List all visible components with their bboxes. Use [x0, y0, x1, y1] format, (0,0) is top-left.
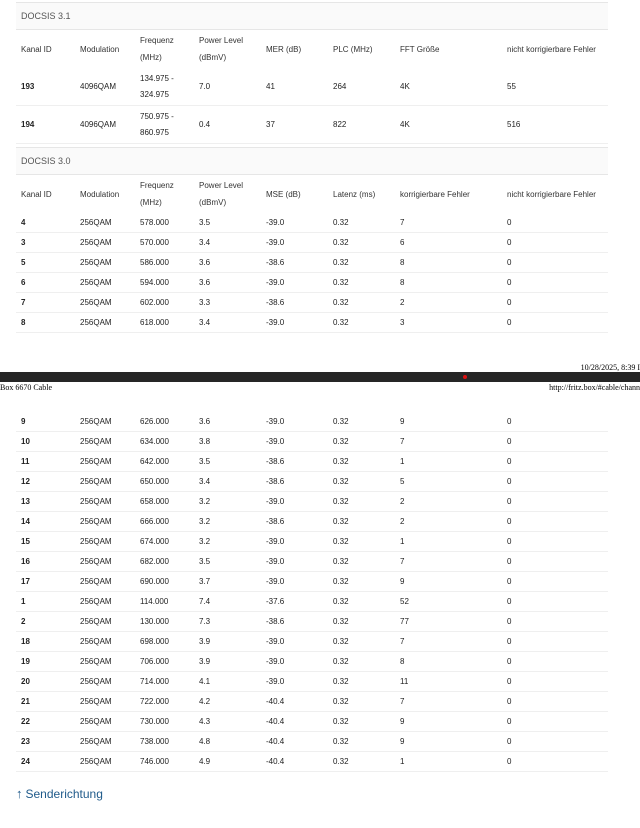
table-cell: 5 — [400, 477, 405, 486]
table-cell: 6 — [400, 238, 405, 247]
table-cell: 3.2 — [199, 517, 211, 526]
table-cell: 0 — [507, 278, 512, 287]
senderichtung-label: Senderichtung — [25, 787, 103, 801]
table-cell: 0.32 — [333, 417, 349, 426]
table-cell: 0 — [507, 318, 512, 327]
table-cell: 3.8 — [199, 437, 211, 446]
table-cell: 2 — [400, 517, 405, 526]
table-cell: 0.32 — [333, 457, 349, 466]
table-header — [16, 32, 608, 68]
table-cell: -40.4 — [266, 717, 285, 726]
table-cell: -39.0 — [266, 417, 285, 426]
table-cell: -39.0 — [266, 577, 285, 586]
table-cell: 52 — [400, 597, 409, 606]
table-row — [16, 412, 608, 432]
table-cell: 0 — [507, 757, 512, 766]
table-row — [16, 432, 608, 452]
column-header: Frequenz (MHz) — [140, 36, 174, 62]
table-row — [16, 612, 608, 632]
table-cell: 256QAM — [80, 657, 112, 666]
arrow-up-icon: ↑ — [16, 786, 23, 801]
table-row — [16, 732, 608, 752]
table-cell: 706.000 — [140, 657, 169, 666]
column-header: Latenz (ms) — [333, 190, 376, 199]
table-cell: 0 — [507, 218, 512, 227]
table-cell: 14 — [21, 517, 30, 526]
table-cell: 7 — [400, 437, 405, 446]
table-cell: -39.0 — [266, 657, 285, 666]
table-row — [16, 672, 608, 692]
table-cell: 16 — [21, 557, 30, 566]
table-cell: 4.3 — [199, 717, 211, 726]
table-cell: 256QAM — [80, 218, 112, 227]
table-cell: 666.000 — [140, 517, 169, 526]
table-cell: -39.0 — [266, 557, 285, 566]
table-cell: 7.3 — [199, 617, 211, 626]
table-cell: 256QAM — [80, 737, 112, 746]
table-cell: 41 — [266, 82, 275, 91]
column-header: MER (dB) — [266, 45, 302, 54]
table-cell: 256QAM — [80, 457, 112, 466]
table-row — [16, 313, 608, 333]
table-cell: 4K — [400, 120, 410, 129]
table-cell: 3.6 — [199, 278, 211, 287]
table-cell: 193 — [21, 82, 35, 91]
table-cell: 1 — [400, 757, 405, 766]
table-cell: 3.3 — [199, 298, 211, 307]
table-cell: 3.5 — [199, 218, 211, 227]
table-cell: 0 — [507, 497, 512, 506]
table-row — [16, 492, 608, 512]
column-header: Kanal ID — [21, 190, 52, 199]
table-cell: 8 — [21, 318, 26, 327]
table-cell: 7.4 — [199, 597, 211, 606]
table-cell: 0.32 — [333, 437, 349, 446]
table-cell: 0 — [507, 557, 512, 566]
table-row — [16, 532, 608, 552]
table-cell: 21 — [21, 697, 30, 706]
column-header: nicht korrigierbare Fehler — [507, 190, 596, 199]
table-cell: 0 — [507, 577, 512, 586]
table-cell: 23 — [21, 737, 30, 746]
table-cell: 256QAM — [80, 637, 112, 646]
table-cell: 7 — [400, 637, 405, 646]
table-cell: 0.32 — [333, 697, 349, 706]
table-cell: 0.32 — [333, 218, 349, 227]
table-cell: 3 — [21, 238, 26, 247]
table-cell: 682.000 — [140, 557, 169, 566]
table-cell: 0 — [507, 457, 512, 466]
table-cell: 738.000 — [140, 737, 169, 746]
table-cell: 256QAM — [80, 537, 112, 546]
table-cell: 0 — [507, 697, 512, 706]
column-header: Power Level (dBmV) — [199, 36, 244, 62]
table-cell: 37 — [266, 120, 275, 129]
table-cell: -38.6 — [266, 298, 285, 307]
table-cell: 13 — [21, 497, 30, 506]
table-cell: 0 — [507, 477, 512, 486]
table-cell: -39.0 — [266, 218, 285, 227]
table-cell: 4.2 — [199, 697, 211, 706]
table-cell: -40.4 — [266, 697, 285, 706]
cursor-dot-icon — [463, 375, 467, 379]
table-cell: 256QAM — [80, 677, 112, 686]
table-cell: 1 — [21, 597, 26, 606]
table-cell: 0.32 — [333, 477, 349, 486]
table-cell: 256QAM — [80, 258, 112, 267]
table-cell: 690.000 — [140, 577, 169, 586]
table-cell: -40.4 — [266, 757, 285, 766]
table-cell: 7.0 — [199, 82, 211, 91]
table-cell: 15 — [21, 537, 30, 546]
table-cell: 9 — [21, 417, 26, 426]
table-cell: 19 — [21, 657, 30, 666]
table-cell: 0.4 — [199, 120, 211, 129]
table-cell: -38.6 — [266, 477, 285, 486]
table-cell: 7 — [400, 557, 405, 566]
table-cell: 134.975 - 324.975 — [140, 74, 174, 99]
table-cell: 256QAM — [80, 597, 112, 606]
table-cell: 570.000 — [140, 238, 169, 247]
table-cell: 0.32 — [333, 298, 349, 307]
table-cell: 1 — [400, 457, 405, 466]
table-cell: -38.6 — [266, 517, 285, 526]
table-row — [16, 692, 608, 712]
table-cell: 4096QAM — [80, 82, 117, 91]
table-cell: 3.4 — [199, 318, 211, 327]
table-cell: -39.0 — [266, 637, 285, 646]
table-row — [16, 213, 608, 233]
table-cell: -39.0 — [266, 497, 285, 506]
table-cell: 10 — [21, 437, 30, 446]
column-header: FFT Größe — [400, 45, 440, 54]
table-cell: 4K — [400, 82, 410, 91]
table-cell: 674.000 — [140, 537, 169, 546]
table-cell: 5 — [21, 258, 26, 267]
table-cell: 9 — [400, 737, 405, 746]
table-cell: -39.0 — [266, 238, 285, 247]
table-cell: 822 — [333, 120, 347, 129]
print-timestamp: 10/28/2025, 8:39 I — [580, 363, 640, 372]
table-cell: 17 — [21, 577, 30, 586]
table-cell: 7 — [21, 298, 26, 307]
table-cell: 3.5 — [199, 557, 211, 566]
table-cell: 55 — [507, 82, 516, 91]
column-header: MSE (dB) — [266, 190, 301, 199]
table-cell: 3.6 — [199, 258, 211, 267]
table-cell: 3.4 — [199, 238, 211, 247]
table-cell: 650.000 — [140, 477, 169, 486]
table-cell: 714.000 — [140, 677, 169, 686]
table-cell: -39.0 — [266, 677, 285, 686]
column-header: Modulation — [80, 190, 120, 199]
table-cell: 0 — [507, 637, 512, 646]
table-cell: 256QAM — [80, 278, 112, 287]
table-cell: 0.32 — [333, 617, 349, 626]
table-cell: 3.7 — [199, 577, 211, 586]
table-cell: 0.32 — [333, 637, 349, 646]
table-cell: 9 — [400, 417, 405, 426]
table-row — [16, 592, 608, 612]
table-cell: 3.2 — [199, 497, 211, 506]
table-cell: 750.975 - 860.975 — [140, 112, 174, 137]
table-cell: 194 — [21, 120, 35, 129]
table-cell: 256QAM — [80, 617, 112, 626]
column-header: korrigierbare Fehler — [400, 190, 470, 199]
table-cell: 602.000 — [140, 298, 169, 307]
table-cell: 4.9 — [199, 757, 211, 766]
table-cell: 20 — [21, 677, 30, 686]
table-cell: 4.1 — [199, 677, 211, 686]
table-cell: 730.000 — [140, 717, 169, 726]
table-cell: 7 — [400, 697, 405, 706]
table-cell: 3 — [400, 318, 405, 327]
table-cell: -39.0 — [266, 278, 285, 287]
table-cell: 594.000 — [140, 278, 169, 287]
table-cell: 130.000 — [140, 617, 169, 626]
column-header: nicht korrigierbare Fehler — [507, 45, 596, 54]
table-cell: 6 — [21, 278, 26, 287]
table-cell: 11 — [400, 677, 409, 686]
table-cell: 0 — [507, 238, 512, 247]
table-cell: 4.8 — [199, 737, 211, 746]
table-cell: 0 — [507, 597, 512, 606]
table-cell: -37.6 — [266, 597, 285, 606]
table-row — [16, 233, 608, 253]
table-cell: 0.32 — [333, 737, 349, 746]
table-cell: 618.000 — [140, 318, 169, 327]
table-row — [16, 273, 608, 293]
table-cell: -39.0 — [266, 318, 285, 327]
table-cell: 256QAM — [80, 697, 112, 706]
table-row — [16, 68, 608, 106]
table-cell: 3.9 — [199, 657, 211, 666]
column-header: PLC (MHz) — [333, 45, 373, 54]
table-cell: 0.32 — [333, 717, 349, 726]
table-cell: 0.32 — [333, 597, 349, 606]
page-break-bar — [0, 372, 640, 382]
table-cell: 0.32 — [333, 577, 349, 586]
table-cell: 0 — [507, 677, 512, 686]
table-cell: 8 — [400, 657, 405, 666]
table-cell: 3.9 — [199, 637, 211, 646]
table-cell: 0 — [507, 617, 512, 626]
table-cell: 4 — [21, 218, 26, 227]
table-cell: 8 — [400, 278, 405, 287]
table-cell: -38.6 — [266, 258, 285, 267]
table-row — [16, 472, 608, 492]
table-cell: 3.4 — [199, 477, 211, 486]
table-cell: 24 — [21, 757, 30, 766]
table-cell: 516 — [507, 120, 521, 129]
table-row — [16, 712, 608, 732]
table-cell: 722.000 — [140, 697, 169, 706]
table-row — [16, 293, 608, 313]
table-cell: 77 — [400, 617, 409, 626]
table-cell: 4096QAM — [80, 120, 117, 129]
table-row — [16, 572, 608, 592]
table-row — [16, 652, 608, 672]
table-cell: 7 — [400, 218, 405, 227]
senderichtung-link[interactable] — [16, 786, 103, 801]
table-cell: 3.5 — [199, 457, 211, 466]
table-cell: 3.2 — [199, 537, 211, 546]
table-cell: 0 — [507, 437, 512, 446]
table-cell: 11 — [21, 457, 30, 466]
table-cell: 0 — [507, 417, 512, 426]
table-cell: 0 — [507, 717, 512, 726]
table-row — [16, 512, 608, 532]
table-cell: 0.32 — [333, 517, 349, 526]
table-row — [16, 552, 608, 572]
table-cell: 0 — [507, 537, 512, 546]
table-cell: 0.32 — [333, 278, 349, 287]
table-cell: 0 — [507, 657, 512, 666]
table-cell: 22 — [21, 717, 30, 726]
table-cell: 264 — [333, 82, 347, 91]
table-cell: 8 — [400, 258, 405, 267]
table-cell: 256QAM — [80, 757, 112, 766]
table-cell: 256QAM — [80, 477, 112, 486]
table-cell: 586.000 — [140, 258, 169, 267]
table-cell: 256QAM — [80, 417, 112, 426]
table-cell: 256QAM — [80, 298, 112, 307]
table-cell: 256QAM — [80, 497, 112, 506]
docsis30-table-part1 — [16, 177, 608, 333]
table-cell: -38.6 — [266, 457, 285, 466]
table-cell: 3.6 — [199, 417, 211, 426]
table-cell: 0.32 — [333, 657, 349, 666]
table-cell: 256QAM — [80, 437, 112, 446]
column-header: Power Level (dBmV) — [199, 181, 244, 207]
table-cell: 0 — [507, 517, 512, 526]
print-header-title: Box 6670 Cable — [0, 383, 52, 392]
table-cell: -39.0 — [266, 437, 285, 446]
column-header: Frequenz (MHz) — [140, 181, 174, 207]
table-cell: 9 — [400, 577, 405, 586]
table-cell: -38.6 — [266, 617, 285, 626]
table-cell: -39.0 — [266, 537, 285, 546]
table-cell: 18 — [21, 637, 30, 646]
table-cell: 642.000 — [140, 457, 169, 466]
table-cell: 256QAM — [80, 517, 112, 526]
table-row — [16, 752, 608, 772]
table-cell: 1 — [400, 537, 405, 546]
table-cell: 114.000 — [140, 597, 169, 606]
table-cell: -40.4 — [266, 737, 285, 746]
print-header-url: http://fritz.box/#cable/chann — [549, 383, 640, 392]
table-cell: 0.32 — [333, 557, 349, 566]
table-row — [16, 253, 608, 273]
table-cell: 9 — [400, 717, 405, 726]
table-cell: 2 — [21, 617, 26, 626]
table-cell: 256QAM — [80, 557, 112, 566]
table-cell: 658.000 — [140, 497, 169, 506]
table-header — [16, 177, 608, 213]
table-cell: 0.32 — [333, 757, 349, 766]
table-cell: 0.32 — [333, 677, 349, 686]
table-cell: 2 — [400, 497, 405, 506]
table-cell: 256QAM — [80, 717, 112, 726]
docsis30-section-title: DOCSIS 3.0 — [16, 147, 608, 175]
table-cell: 0.32 — [333, 318, 349, 327]
table-cell: 0 — [507, 298, 512, 307]
column-header: Kanal ID — [21, 45, 52, 54]
table-cell: 634.000 — [140, 437, 169, 446]
table-row — [16, 632, 608, 652]
docsis31-section-title: DOCSIS 3.1 — [16, 2, 608, 30]
table-cell: 698.000 — [140, 637, 169, 646]
column-header: Modulation — [80, 45, 120, 54]
table-cell: 256QAM — [80, 238, 112, 247]
table-cell: 0 — [507, 737, 512, 746]
table-cell: 0 — [507, 258, 512, 267]
docsis30-table-part2 — [16, 412, 608, 772]
table-cell: 256QAM — [80, 318, 112, 327]
table-cell: 746.000 — [140, 757, 169, 766]
table-row — [16, 452, 608, 472]
table-cell: 2 — [400, 298, 405, 307]
table-row — [16, 106, 608, 144]
table-cell: 626.000 — [140, 417, 169, 426]
table-cell: 256QAM — [80, 577, 112, 586]
table-cell: 12 — [21, 477, 30, 486]
docsis31-table — [16, 32, 608, 144]
table-cell: 0.32 — [333, 537, 349, 546]
table-cell: 0.32 — [333, 497, 349, 506]
table-cell: 578.000 — [140, 218, 169, 227]
table-cell: 0.32 — [333, 238, 349, 247]
table-cell: 0.32 — [333, 258, 349, 267]
